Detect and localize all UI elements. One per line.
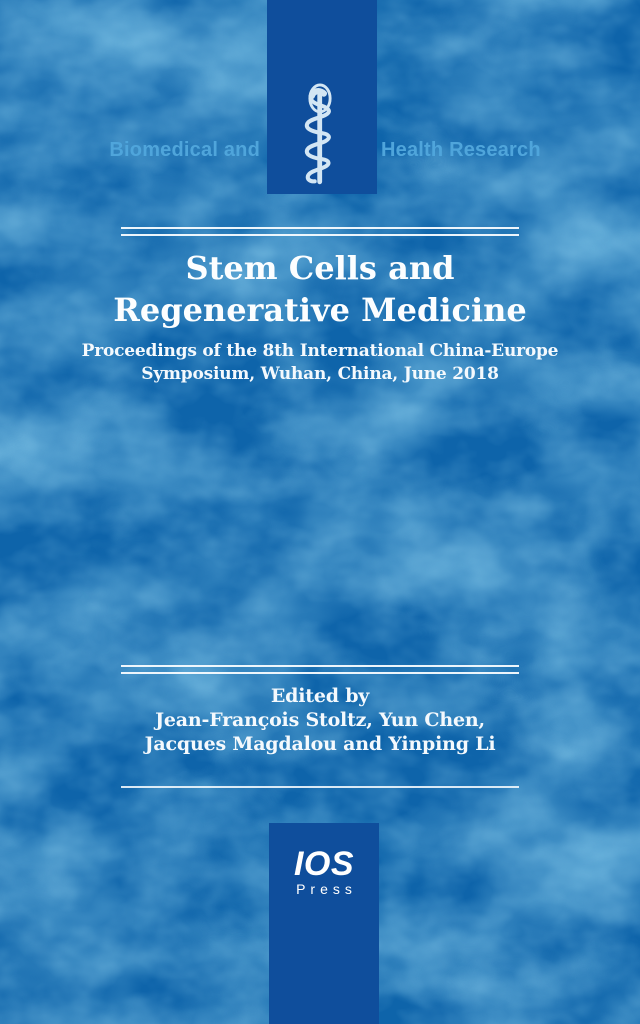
editor-names-line-1: Jean-François Stoltz, Yun Chen,	[155, 709, 485, 731]
decorative-rule-middle	[121, 665, 519, 674]
publisher-panel	[269, 823, 379, 1024]
title-line-1: Stem Cells and	[185, 249, 455, 287]
subtitle-line-1: Proceedings of the 8th International China-Europe	[81, 341, 559, 361]
publisher-logo-ios: IOS	[293, 845, 355, 883]
title-line-2: Regenerative Medicine	[113, 291, 527, 329]
series-name-left: Biomedical and	[109, 139, 260, 161]
book-subtitle	[0, 340, 640, 386]
decorative-rule-top	[121, 227, 519, 236]
series-name-right: Health Research	[381, 139, 541, 161]
decorative-rule-bottom	[121, 786, 519, 788]
editor-names-line-2: Jacques Magdalou and Yinping Li	[144, 733, 496, 755]
publisher-logo-press: Press	[296, 881, 357, 897]
series-emblem-panel	[267, 0, 377, 194]
rod-of-asclepius-icon	[293, 82, 347, 190]
edited-by-label: Edited by	[270, 685, 370, 707]
book-title	[0, 247, 640, 331]
editors-block	[0, 684, 640, 756]
subtitle-line-2: Symposium, Wuhan, China, June 2018	[141, 364, 499, 384]
